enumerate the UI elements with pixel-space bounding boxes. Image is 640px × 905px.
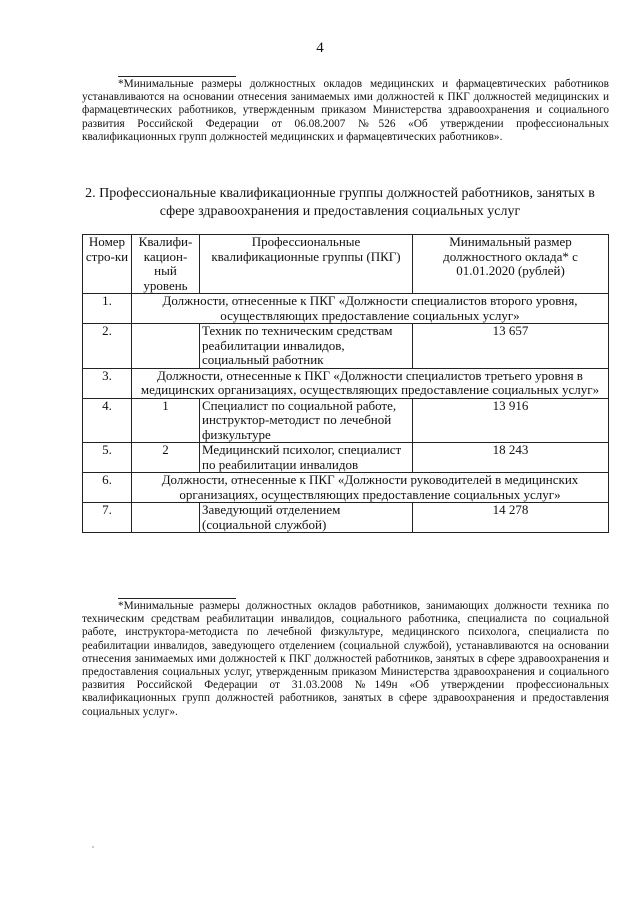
pkg-table [82, 234, 609, 533]
footnote-bottom: *Минимальные размеры должностных окладов работников, занимающих должности техника по техническим средствам реабилитации инвалидов, социального работника, специалиста по социальной работе, инструктора-методиста по лечебной физкультуре, медицинского психолога, специалиста по реабилитации инвалидов, заведующего отделением (социальной службой), устанавливаются на основании отнесения занимаемых ими должностей к ПКГ должностей работников, занятых в сфере здравоохранения и предоставления социальных услуг, утвержденным приказом Министерства здравоохранения и социального развития Российской Федерации от 31.03.2008 №149н «Об утверждении профессиональных квалификационных групп должностей работников, занятых в сфере здравоохранения и предоставления социальных услуг». [82, 600, 609, 718]
header-min-salary: Минимальный размер должностного оклада* с 01.01.2020 (рублей) [413, 235, 609, 294]
salary-value: 14 278 [413, 503, 609, 533]
row-number: 7. [83, 503, 132, 533]
qualification-level [132, 324, 200, 369]
scan-speck [92, 846, 94, 848]
table-row [83, 368, 609, 398]
footnote-separator-top [118, 76, 236, 77]
footnote-separator-bottom [118, 598, 236, 599]
qualification-level [132, 503, 200, 533]
row-number: 4. [83, 398, 132, 443]
group-title: Должности, отнесенные к ПКГ «Должности специалистов второго уровня, осуществляющих предоставление социальных услуг» [132, 294, 609, 324]
header-row-number: Номер стро-ки [83, 235, 132, 294]
position-name: Медицинский психолог, специалист по реабилитации инвалидов [200, 443, 413, 473]
header-pkg: Профессиональные квалификационные группы (ПКГ) [200, 235, 413, 294]
qualification-level: 1 [132, 398, 200, 443]
position-name: Техник по техническим средствам реабилитации инвалидов, социальный работник [200, 324, 413, 369]
position-name: Специалист по социальной работе, инструктор-методист по лечебной физкультуре [200, 398, 413, 443]
table-header-row [83, 235, 609, 294]
salary-value: 13 657 [413, 324, 609, 369]
section-heading: 2. Профессиональные квалификационные группы должностей работников, занятых в сфере здравоохранения и предоставления социальных услуг [85, 186, 595, 219]
row-number: 1. [83, 294, 132, 324]
table-row [83, 324, 609, 369]
salary-value: 13 916 [413, 398, 609, 443]
footnote-top: *Минимальные размеры должностных окладов медицинских и фармацевтических работников устанавливаются на основании отнесения занимаемых ими должностей к ПКГ должностей медицинских и фармацевтических работников, утвержденным приказом Министерства здравоохранения и социального развития Российской Федерации от 06.08.2007 №526 «Об утверждении профессиональных квалификационных групп должностей медицинских и фармацевтических работников». [82, 78, 609, 143]
table-row [83, 503, 609, 533]
row-number: 2. [83, 324, 132, 369]
table-row [83, 473, 609, 503]
group-title: Должности, отнесенные к ПКГ «Должности специалистов третьего уровня в медицинских организациях, осуществляющих предоставление социальных услуг» [132, 368, 609, 398]
page-number: 4 [316, 40, 324, 56]
header-qualification-level: Квалифи-кацион-ный уровень [132, 235, 200, 294]
position-name: Заведующий отделением (социальной службой) [200, 503, 413, 533]
table-row [83, 398, 609, 443]
row-number: 5. [83, 443, 132, 473]
row-number: 3. [83, 368, 132, 398]
table-row [83, 443, 609, 473]
row-number: 6. [83, 473, 132, 503]
group-title: Должности, отнесенные к ПКГ «Должности руководителей в медицинских организациях, осуществляющих предоставление социальных услуг» [132, 473, 609, 503]
qualification-level: 2 [132, 443, 200, 473]
salary-value: 18 243 [413, 443, 609, 473]
table-row [83, 294, 609, 324]
